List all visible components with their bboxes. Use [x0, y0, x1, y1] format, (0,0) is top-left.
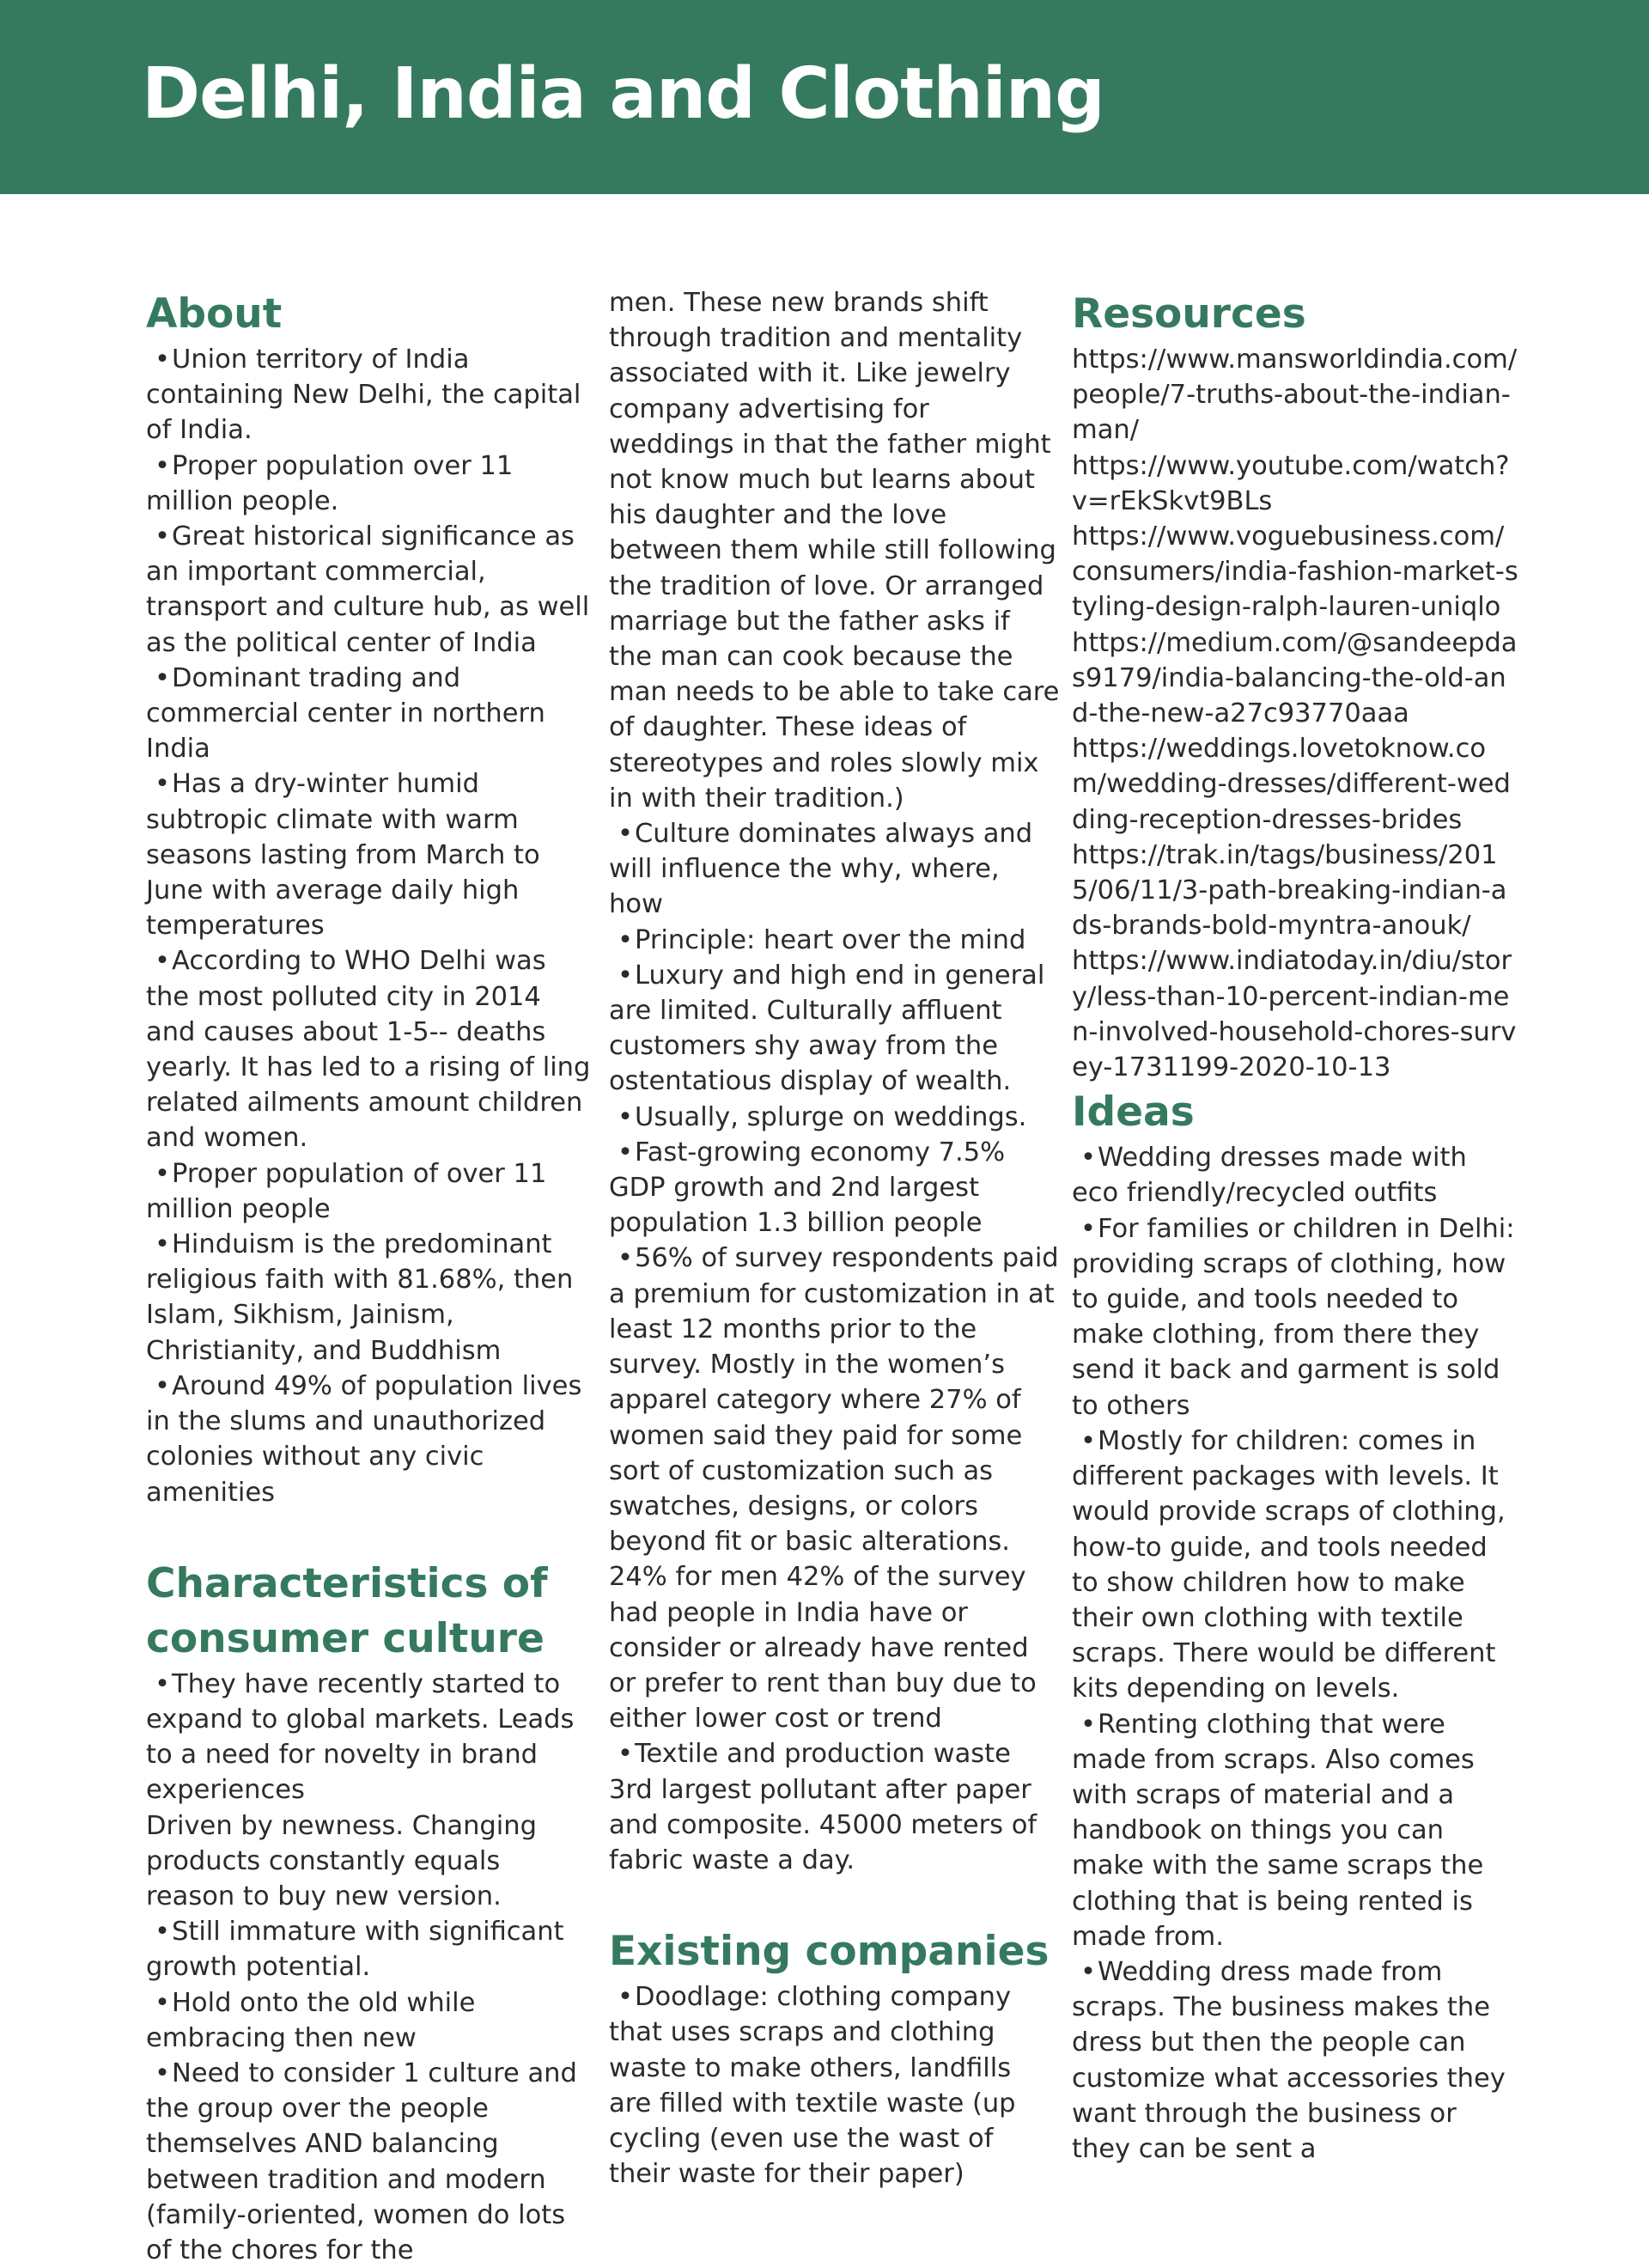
about-item: • Dominant trading and commercial center in northern India	[146, 661, 597, 767]
about-item: • Around 49% of population lives in the slums and unauthorized colonies without any civic amenities	[146, 1369, 597, 1510]
ideas-heading: Ideas	[1072, 1088, 1195, 1137]
characteristics-item: • Culture dominates always and will influence the why, where, how	[609, 816, 1060, 923]
existing-companies-heading: Existing companies	[609, 1928, 1050, 1976]
resources-heading: Resources	[1072, 290, 1306, 338]
characteristics-item: • Fast-growing economy 7.5% GDP growth and 2nd largest population 1.3 billion people	[609, 1135, 1060, 1241]
about-item: • According to WHO Delhi was the most polluted city in 2014 and causes about 1-5-- deaths yearly. It has led to a rising of ling related ailments amount children and women.	[146, 943, 597, 1155]
characteristics-item: • Principle: heart over the mind	[609, 923, 1060, 958]
resource-link[interactable]: https://medium.com/@sandeepdas9179/india-balancing-the-old-and-the-new-a27c93770aaa	[1072, 627, 1518, 729]
characteristics-item: • Hold onto the old while embracing then new	[146, 1985, 597, 2056]
characteristics-continuation: men. These new brands shift through tradition and mentality associated with it. Like jewelry company advertising for weddings in that the father might not know much but learns about his daughter and the love between them while still following the tradition of love. Or arranged marriage but the father asks if the man can cook because the man needs to be able to take care of daughter. These ideas of stereotypes and roles slowly mix in with their tradition.)	[609, 288, 1060, 814]
characteristics-item: • Textile and production waste 3rd largest pollutant after paper and composite. 45000 meters of fabric waste a day.	[609, 1736, 1060, 1878]
existing-company-item: • Doodlage: clothing company that uses scraps and clothing waste to make others, landfills are filled with textile waste (up cycling (even use the wast of their waste for their paper)	[609, 1979, 1060, 2192]
column-2	[609, 285, 1060, 2192]
resources-list	[1072, 342, 1518, 1085]
idea-item: • Wedding dress made from scraps. The business makes the dress but then the people can customize what accessories they want through the business or they can be sent a	[1072, 1954, 1518, 2167]
about-item: • Has a dry-winter humid subtropic climate with warm seasons lasting from March to June with average daily high temperatures	[146, 766, 597, 943]
characteristics-item: • Usually, splurge on weddings.	[609, 1100, 1060, 1135]
about-item: • Hinduism is the predominant religious faith with 81.68%, then Islam, Sikhism, Jainism, Christianity, and Buddhism	[146, 1227, 597, 1369]
about-item: • Great historical significance as an important commercial, transport and culture hub, as well as the political center of India	[146, 519, 597, 661]
page-title: Delhi, India and Clothing	[142, 53, 1104, 135]
resource-link[interactable]: https://trak.in/tags/business/2015/06/11/3-path-breaking-indian-ads-brands-bold-myntra-anouk/	[1072, 839, 1507, 942]
characteristics-item: • Need to consider 1 culture and the group over the people themselves AND balancing between tradition and modern (family-oriented, women do lots of the chores for the	[146, 2056, 597, 2268]
about-item: • Union territory of India containing New Delhi, the capital of India.	[146, 342, 597, 448]
resource-link[interactable]: https://www.indiatoday.in/diu/story/less-than-10-percent-indian-men-involved-household-chores-survey-1731199-2020-10-13	[1072, 946, 1517, 1083]
column-3	[1072, 287, 1518, 2167]
idea-item: • Mostly for children: comes in different packages with levels. It would provide scraps of clothing, how-to guide, and tools needed to show children how to make their own clothing with textile scraps. There would be different kits depending on levels.	[1072, 1424, 1518, 1707]
about-item: • Proper population of over 11 million people	[146, 1156, 597, 1227]
resource-link[interactable]: https://weddings.lovetoknow.com/wedding-dresses/different-wedding-reception-dresses-brides	[1072, 734, 1511, 835]
resource-link[interactable]: https://www.mansworldindia.com/people/7-truths-about-the-indian-man/	[1072, 344, 1518, 446]
column-1	[146, 287, 597, 2268]
characteristics-item: • 56% of survey respondents paid a premium for customization in at least 12 months prior to the survey. Mostly in the women’s apparel category where 27% of women said they paid for some sort of customization such as swatches, designs, or colors beyond fit or basic alterations. 24% for men 42% of the survey had people in India have or consider or already have rented or prefer to rent than buy due to either lower cost or trend	[609, 1241, 1060, 1736]
about-item: • Proper population over 11 million people.	[146, 448, 597, 519]
idea-item: • For families or children in Delhi: providing scraps of clothing, how to guide, and tools needed to make clothing, from there they send it back and garment is sold to others	[1072, 1211, 1518, 1424]
characteristics-text: Driven by newness. Changing products constantly equals reason to buy new version.	[146, 1810, 537, 1911]
title-banner	[0, 0, 1649, 194]
resource-link[interactable]: https://www.youtube.com/watch?v=rEkSkvt9BLs	[1072, 450, 1510, 516]
characteristics-heading: Characteristics of consumer culture	[146, 1559, 548, 1662]
resource-link[interactable]: https://www.voguebusiness.com/consumers/india-fashion-market-styling-design-ralph-lauren-uniqlo	[1072, 521, 1518, 623]
characteristics-item: • Still immature with significant growth potential.	[146, 1914, 597, 1984]
characteristics-item: • They have recently started to expand to global markets. Leads to a need for novelty in brand experiences	[146, 1667, 597, 1808]
idea-item: • Renting clothing that were made from scraps. Also comes with scraps of material and a handbook on things you can make with the same scraps the clothing that is being rented is made from.	[1072, 1707, 1518, 1954]
characteristics-item: • Luxury and high end in general are limited. Culturally affluent customers shy away from the ostentatious display of wealth.	[609, 958, 1060, 1100]
idea-item: • Wedding dresses made with eco friendly/recycled outfits	[1072, 1140, 1518, 1210]
about-heading: About	[146, 290, 283, 338]
